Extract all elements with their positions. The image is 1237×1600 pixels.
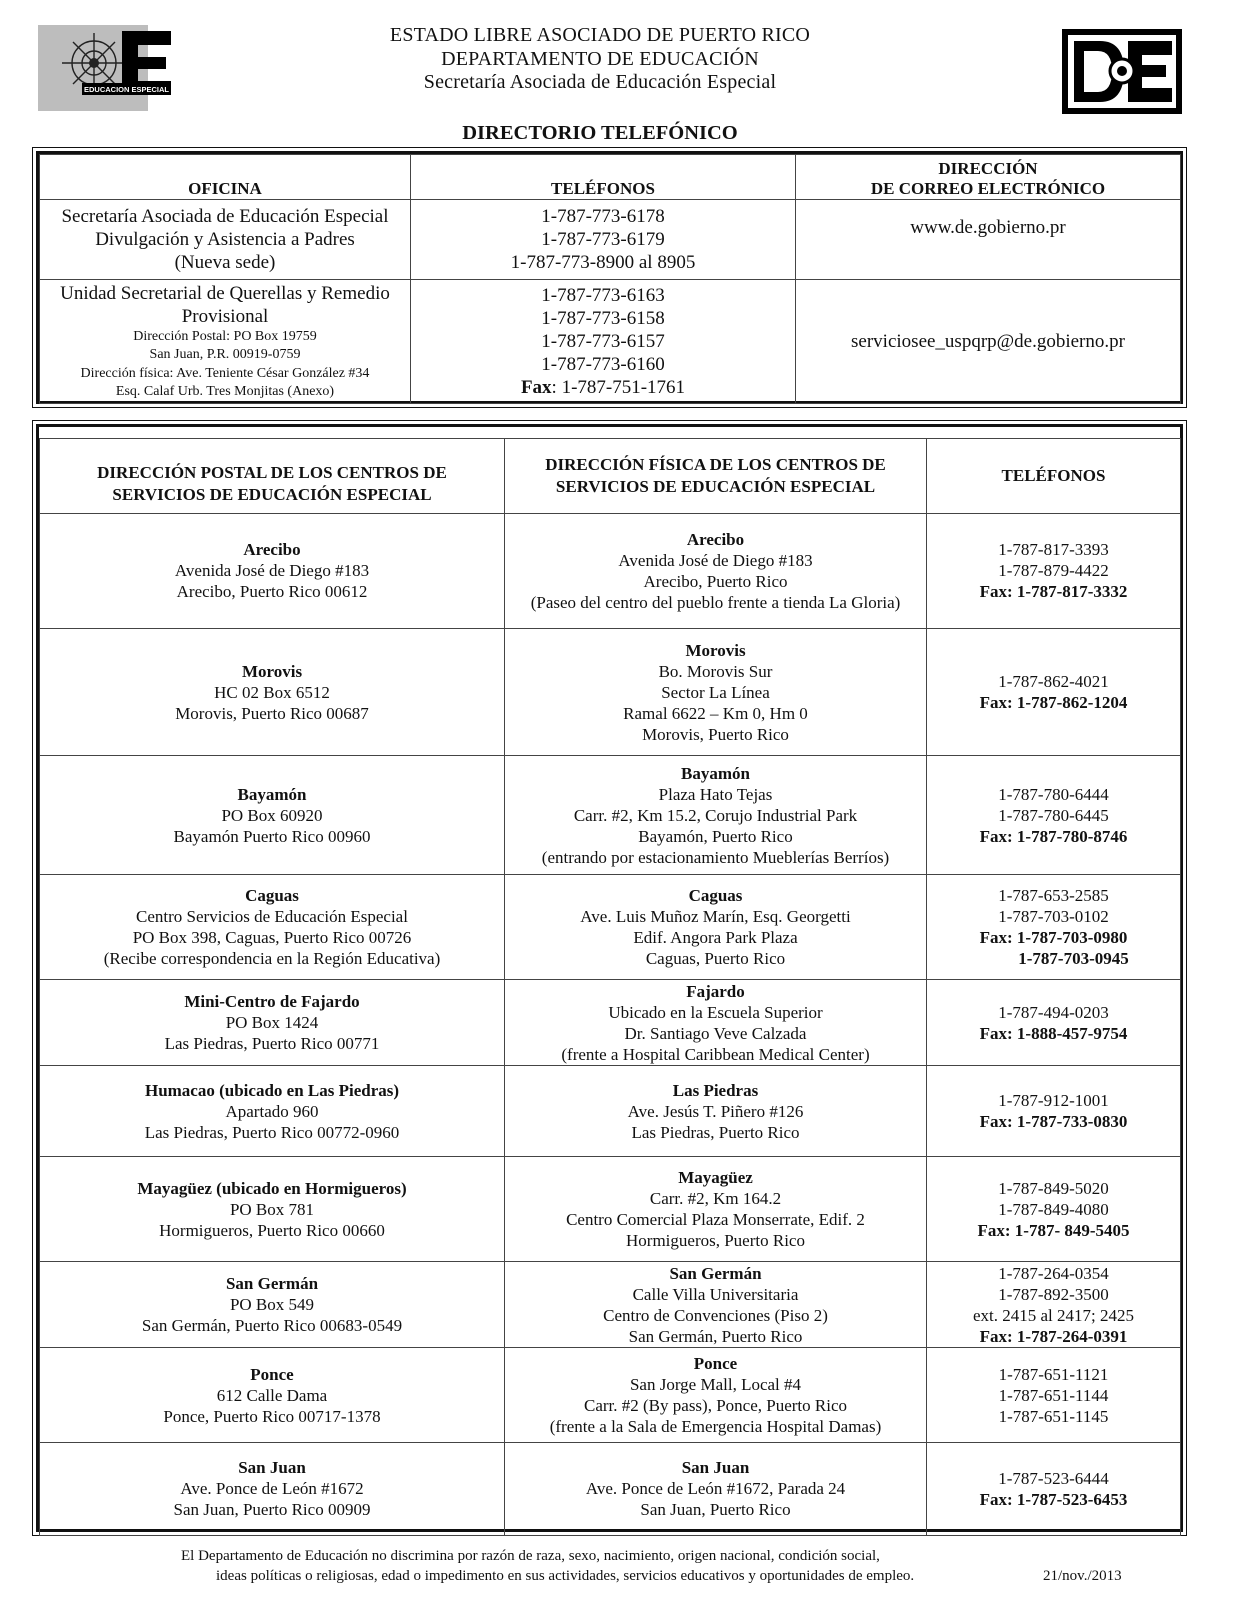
phone-number: 1-787-780-6445 [998, 805, 1109, 825]
header-line-1: ESTADO LIBRE ASOCIADO DE PUERTO RICO [389, 24, 811, 46]
address-line: San Germán, Puerto Rico [628, 1326, 803, 1346]
office-cell [40, 280, 411, 404]
fax-number: Fax: 1-787-264-0391 [979, 1326, 1128, 1346]
email-header-line-2: DE CORREO ELECTRÓNICO [870, 179, 1106, 198]
address-line: Sector La Línea [661, 682, 770, 702]
office-line: Secretaría Asociada de Educación Especial [61, 206, 389, 227]
table-row [40, 280, 1181, 404]
center-name: Las Piedras [672, 1080, 759, 1100]
address-line: Edif. Angora Park Plaza [633, 928, 798, 948]
address-line: PO Box 781 [229, 1199, 315, 1219]
header-line-3: Secretaría Asociada de Educación Especial [423, 71, 777, 93]
fax-number: 1-787-703-0945 [1018, 949, 1129, 969]
center-name: Mayagüez [678, 1168, 753, 1188]
phone-number: 1-787-264-0354 [998, 1263, 1109, 1283]
address-line: San Germán, Puerto Rico 00683-0549 [141, 1316, 403, 1336]
address-line: Carr. #2 (By pass), Ponce, Puerto Rico [584, 1396, 847, 1416]
center-name: Fajardo [686, 981, 745, 1001]
phone-number: 1-787-773-6158 [541, 308, 665, 329]
fax-number: Fax: 1-787-703-0980 [979, 928, 1128, 948]
address-line: San Jorge Mall, Local #4 [629, 1375, 802, 1395]
phone-number: 1-787-773-6163 [541, 285, 665, 306]
center-name: Mini-Centro de Fajardo [184, 992, 360, 1012]
table-row [40, 756, 1181, 875]
phone-number: 1-787-773-6157 [541, 331, 665, 352]
center-name: Caguas [688, 886, 743, 906]
office-detail: Dirección física: Ave. Teniente César González #34 [80, 365, 370, 381]
address-line: Apartado 960 [225, 1101, 319, 1121]
office-directory-table [39, 154, 1181, 404]
phone-number: 1-787-849-4080 [998, 1199, 1109, 1219]
address-line: 612 Calle Dama [216, 1385, 328, 1405]
phones-cell [927, 980, 1181, 1066]
address-line: PO Box 549 [229, 1295, 315, 1315]
phone-number: 1-787-780-6444 [998, 784, 1109, 804]
address-line: Morovis, Puerto Rico [642, 724, 789, 744]
table-row [40, 1157, 1181, 1262]
postal-header-line-1: DIRECCIÓN POSTAL DE LOS CENTROS DE [97, 462, 447, 482]
address-line: Las Piedras, Puerto Rico [631, 1122, 800, 1142]
col-header-phones: TELÉFONOS [411, 155, 796, 200]
service-centers-table [39, 438, 1181, 1536]
physical-address-cell [505, 1066, 927, 1157]
address-line: PO Box 1424 [225, 1013, 319, 1033]
footer-line-1: El Departamento de Educación no discrimina por razón de raza, sexo, nacimiento, origen nacional, condición social, [181, 1548, 880, 1564]
address-line: Ave. Jesús T. Piñero #126 [627, 1101, 804, 1121]
email-header-line-1: DIRECCIÓN [938, 159, 1038, 178]
phone-number: 1-787-879-4422 [998, 561, 1109, 581]
center-name: Ponce [693, 1354, 738, 1374]
phones-cell [927, 1442, 1181, 1535]
physical-address-cell [505, 628, 927, 755]
phones-cell [927, 1157, 1181, 1262]
table-row [40, 1262, 1181, 1348]
physical-address-cell [505, 756, 927, 875]
physical-address-cell [505, 1262, 927, 1348]
table-row [40, 1348, 1181, 1443]
col-header-office: OFICINA [40, 155, 411, 200]
phone-number: 1-787-651-1121 [998, 1364, 1109, 1384]
phone-number: 1-787-817-3393 [998, 540, 1109, 560]
address-line: Dr. Santiago Veve Calzada [624, 1023, 807, 1043]
center-name: Morovis [241, 661, 303, 681]
address-line: Bayamón Puerto Rico 00960 [173, 826, 371, 846]
postal-address-cell [40, 1262, 505, 1348]
address-line: Avenida José de Diego #183 [174, 561, 370, 581]
address-line: Ave. Luis Muñoz Marín, Esq. Georgetti [580, 907, 851, 927]
address-line: HC 02 Box 6512 [214, 682, 330, 702]
fax-number: Fax: 1-787- 849-5405 [977, 1220, 1130, 1240]
address-line: Hormigueros, Puerto Rico 00660 [159, 1220, 385, 1240]
fax-number: Fax: 1-787-780-8746 [979, 826, 1128, 846]
address-line: Ave. Ponce de León #1672 [180, 1479, 364, 1499]
table-row [40, 513, 1181, 628]
table-row [40, 628, 1181, 755]
postal-address-cell [40, 1442, 505, 1535]
postal-address-cell [40, 980, 505, 1066]
fax-line [415, 376, 791, 399]
email-cell [796, 200, 1181, 280]
office-detail: San Juan, P.R. 00919-0759 [149, 347, 301, 362]
address-line: Carr. #2, Km 15.2, Corujo Industrial Park [573, 805, 858, 825]
center-name: Morovis [685, 640, 746, 660]
phone-number: 1-787-523-6444 [998, 1468, 1109, 1488]
office-line: Unidad Secretarial de Querellas y Remedio [60, 282, 390, 304]
physical-address-cell [505, 513, 927, 628]
postal-address-cell [40, 513, 505, 628]
phone-number: 1-787-653-2585 [998, 886, 1109, 906]
address-line: Las Piedras, Puerto Rico 00771 [164, 1034, 380, 1054]
fax-number: Fax: 1-888-457-9754 [979, 1023, 1128, 1043]
address-line: Ramal 6622 – Km 0, Hm 0 [623, 703, 808, 723]
address-line: Caguas, Puerto Rico [645, 949, 786, 969]
col-header-physical [505, 439, 927, 514]
address-line: Ubicado en la Escuela Superior [608, 1002, 823, 1022]
document-title: DIRECTORIO TELEFÓNICO [462, 122, 738, 144]
office-detail: Esq. Calaf Urb. Tres Monjitas (Anexo) [115, 384, 335, 399]
postal-address-cell [40, 1157, 505, 1262]
address-line: PO Box 60920 [221, 805, 323, 825]
phone-number: 1-787-912-1001 [998, 1091, 1109, 1111]
center-name: Bayamón [237, 784, 307, 804]
address-line: Calle Villa Universitaria [632, 1284, 799, 1304]
phone-number: 1-787-773-8900 al 8905 [510, 252, 696, 273]
physical-address-cell [505, 1157, 927, 1262]
phones-cell [927, 628, 1181, 755]
table1-header-row [40, 155, 1181, 200]
phone-number: 1-787-703-0102 [998, 907, 1109, 927]
email-cell [796, 280, 1181, 404]
center-name: San Germán [669, 1263, 762, 1283]
phones-cell [927, 1066, 1181, 1157]
col-header-postal [40, 439, 505, 514]
center-name: San Germán [225, 1274, 319, 1294]
center-name: San Juan [681, 1458, 750, 1478]
phone-number: ext. 2415 al 2417; 2425 [972, 1305, 1134, 1325]
left-logo-text: EDUCACION ESPECIAL [84, 85, 170, 94]
phone-number: 1-787-773-6178 [541, 206, 665, 227]
physical-address-cell [505, 1348, 927, 1443]
office-line: Divulgación y Asistencia a Padres [95, 229, 355, 250]
phones-cell [927, 1348, 1181, 1443]
address-line: Carr. #2, Km 164.2 [649, 1189, 782, 1209]
table-row [40, 980, 1181, 1066]
address-line: Ave. Ponce de León #1672, Parada 24 [585, 1479, 846, 1499]
center-name: Humacao (ubicado en Las Piedras) [144, 1080, 400, 1100]
address-line: (Recibe correspondencia en la Región Educativa) [103, 949, 441, 969]
address-line: Avenida José de Diego #183 [618, 550, 813, 570]
address-line: Centro Servicios de Educación Especial [136, 907, 408, 927]
phone-number: 1-787-651-1144 [998, 1385, 1109, 1405]
office-line: (Nueva sede) [174, 252, 276, 273]
address-line: Hormigueros, Puerto Rico [626, 1231, 805, 1251]
header-line-2: DEPARTAMENTO DE EDUCACIÓN [441, 47, 759, 70]
center-name: Arecibo [686, 529, 745, 549]
address-line: (frente a la Sala de Emergencia Hospital Damas) [549, 1417, 882, 1437]
table-row [40, 1066, 1181, 1157]
office-detail: Dirección Postal: PO Box 19759 [133, 328, 317, 344]
physical-header-line-1: DIRECCIÓN FÍSICA DE LOS CENTROS DE [545, 454, 886, 474]
phones-cell [927, 756, 1181, 875]
address-line: Bo. Morovis Sur [658, 661, 773, 681]
fax-number: : 1-787-751-1761 [551, 377, 686, 398]
table2-header-row [40, 439, 1181, 514]
office-line: Provisional [181, 305, 269, 327]
address-line: Arecibo, Puerto Rico 00612 [176, 582, 368, 602]
center-name: Mayagüez (ubicado en Hormigueros) [137, 1178, 407, 1198]
address-line: Ponce, Puerto Rico 00717-1378 [163, 1406, 381, 1426]
center-name: Bayamón [681, 763, 750, 783]
address-line: (Paseo del centro del pueblo frente a tienda La Gloria) [530, 592, 901, 612]
phone-number: 1-787-494-0203 [998, 1002, 1109, 1022]
address-line: San Juan, Puerto Rico [640, 1500, 791, 1520]
fax-number: Fax: 1-787-523-6453 [979, 1489, 1128, 1509]
phones-cell [411, 280, 796, 404]
col-header-phones-2: TELÉFONOS [927, 439, 1181, 514]
footer-line-2: ideas políticas o religiosas, edad o impedimento en sus actividades, servicios educativos y oportunidades de empleo. [216, 1568, 915, 1584]
phones-cell [927, 513, 1181, 628]
physical-header-line-2: SERVICIOS DE EDUCACIÓN ESPECIAL [555, 476, 876, 496]
office-cell [40, 200, 411, 280]
header [0, 24, 1200, 95]
address-line: Centro de Convenciones (Piso 2) [603, 1305, 828, 1325]
postal-header-line-2: SERVICIOS DE EDUCACIÓN ESPECIAL [112, 484, 432, 504]
phone-number: 1-787-849-5020 [998, 1178, 1109, 1198]
phones-cell [927, 1262, 1181, 1348]
fax-label: Fax [520, 377, 552, 398]
col-header-email [796, 155, 1181, 200]
postal-address-cell [40, 628, 505, 755]
website-link[interactable]: www.de.gobierno.pr [910, 217, 1066, 238]
center-name: San Juan [238, 1458, 306, 1478]
center-name: Arecibo [243, 540, 301, 560]
address-line: Morovis, Puerto Rico 00687 [175, 703, 369, 723]
physical-address-cell [505, 1442, 927, 1535]
table-row [40, 875, 1181, 980]
phone-number: 1-787-773-6179 [541, 229, 665, 250]
phones-cell [927, 875, 1181, 980]
phone-number: 1-787-651-1145 [998, 1406, 1109, 1426]
fax-number: Fax: 1-787-733-0830 [979, 1112, 1128, 1132]
address-line: Bayamón, Puerto Rico [638, 826, 793, 846]
address-line: (entrando por estacionamiento Mueblerías Berríos) [541, 847, 890, 867]
fax-number: Fax: 1-787-817-3332 [979, 582, 1128, 602]
footer-date: 21/nov./2013 [1043, 1568, 1122, 1584]
postal-address-cell [40, 1066, 505, 1157]
center-name: Ponce [250, 1364, 294, 1384]
center-name: Caguas [245, 886, 299, 906]
table-row [40, 200, 1181, 280]
postal-address-cell [40, 756, 505, 875]
address-line: San Juan, Puerto Rico 00909 [173, 1500, 371, 1520]
physical-address-cell [505, 980, 927, 1066]
phone-number: 1-787-862-4021 [998, 672, 1109, 691]
address-line: Plaza Hato Tejas [658, 784, 773, 804]
address-line: Arecibo, Puerto Rico [643, 571, 788, 591]
postal-address-cell [40, 1348, 505, 1443]
phones-cell [411, 200, 796, 280]
address-line: PO Box 398, Caguas, Puerto Rico 00726 [132, 928, 412, 948]
address-line: Centro Comercial Plaza Monserrate, Edif. 2 [566, 1210, 865, 1230]
table-row [40, 1442, 1181, 1535]
postal-address-cell [40, 875, 505, 980]
address-line: Las Piedras, Puerto Rico 00772-0960 [144, 1122, 400, 1142]
fax-number: Fax: 1-787-862-1204 [979, 693, 1128, 712]
phone-number: 1-787-773-6160 [541, 354, 665, 375]
email-address[interactable]: serviciosee_uspqrp@de.gobierno.pr [851, 331, 1125, 352]
phone-number: 1-787-892-3500 [998, 1284, 1109, 1304]
address-line: (frente a Hospital Caribbean Medical Center) [561, 1044, 870, 1064]
physical-address-cell [505, 875, 927, 980]
